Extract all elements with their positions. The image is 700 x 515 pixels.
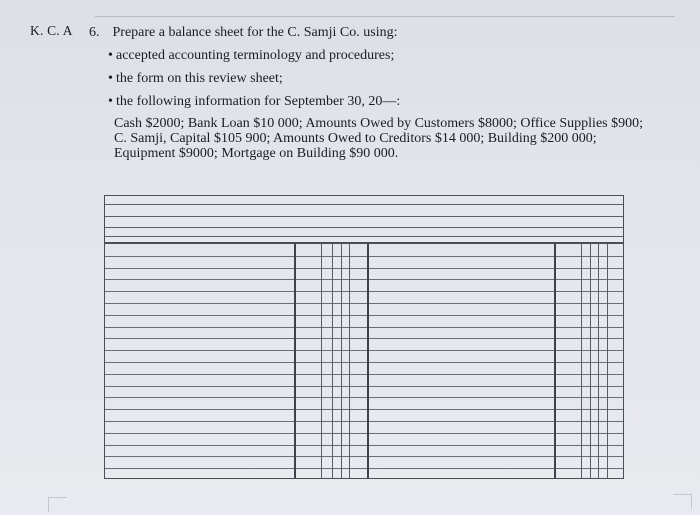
question-line xyxy=(89,25,679,41)
grid-row-line xyxy=(105,421,623,422)
corner-mark xyxy=(673,494,692,509)
grid-column-line xyxy=(349,244,350,478)
grid-row-line xyxy=(105,456,623,457)
question-block xyxy=(89,25,679,161)
grid-row-line xyxy=(105,409,623,410)
grid-column-line xyxy=(598,244,599,478)
grid-column-line xyxy=(554,244,556,478)
balance-sheet-grid[interactable] xyxy=(104,243,624,479)
grid-row-line xyxy=(105,315,623,316)
question-text: Prepare a balance sheet for the C. Samji Co. using: xyxy=(112,25,398,40)
info-line: Equipment $9000; Mortgage on Building $90 000. xyxy=(114,146,399,161)
heading-line xyxy=(105,204,623,205)
grid-row-line xyxy=(105,303,623,304)
balance-sheet-heading-box[interactable] xyxy=(104,195,624,243)
grid-row-line xyxy=(105,268,623,269)
grid-column-line xyxy=(294,244,296,478)
heading-line xyxy=(105,236,623,237)
grid-column-line xyxy=(341,244,342,478)
grid-row-line xyxy=(105,433,623,434)
grid-row-line xyxy=(105,386,623,387)
bullet-item: • the following information for September 30, 20—: xyxy=(108,93,679,111)
top-rule xyxy=(95,16,675,17)
info-line: Cash $2000; Bank Loan $10 000; Amounts Owed by Customers $8000; Office Supplies $900; xyxy=(114,116,643,131)
heading-line xyxy=(105,227,623,228)
grid-column-line xyxy=(581,244,582,478)
grid-row-line xyxy=(105,291,623,292)
grid-row-line xyxy=(105,350,623,351)
info-paragraph xyxy=(114,116,674,161)
grid-row-line xyxy=(105,397,623,398)
grid-column-line xyxy=(607,244,608,478)
grid-row-line xyxy=(105,468,623,469)
grid-row-line xyxy=(105,256,623,257)
question-number: 6. xyxy=(89,25,100,40)
grid-row-line xyxy=(105,327,623,328)
grid-row-line xyxy=(105,445,623,446)
grid-row-line xyxy=(105,362,623,363)
bullet-list xyxy=(108,47,679,111)
grid-column-line xyxy=(332,244,333,478)
heading-line xyxy=(105,216,623,217)
grid-column-line xyxy=(367,244,369,478)
side-label: K. C. A xyxy=(30,23,73,38)
grid-column-line xyxy=(321,244,322,478)
bullet-item: • accepted accounting terminology and procedures; xyxy=(108,47,679,65)
grid-row-line xyxy=(105,374,623,375)
grid-column-line xyxy=(590,244,591,478)
bullet-item: • the form on this review sheet; xyxy=(108,70,679,88)
corner-mark xyxy=(48,497,67,512)
grid-row-line xyxy=(105,338,623,339)
grid-row-line xyxy=(105,279,623,280)
info-line: C. Samji, Capital $105 900; Amounts Owed to Creditors $14 000; Building $200 000; xyxy=(114,131,597,146)
